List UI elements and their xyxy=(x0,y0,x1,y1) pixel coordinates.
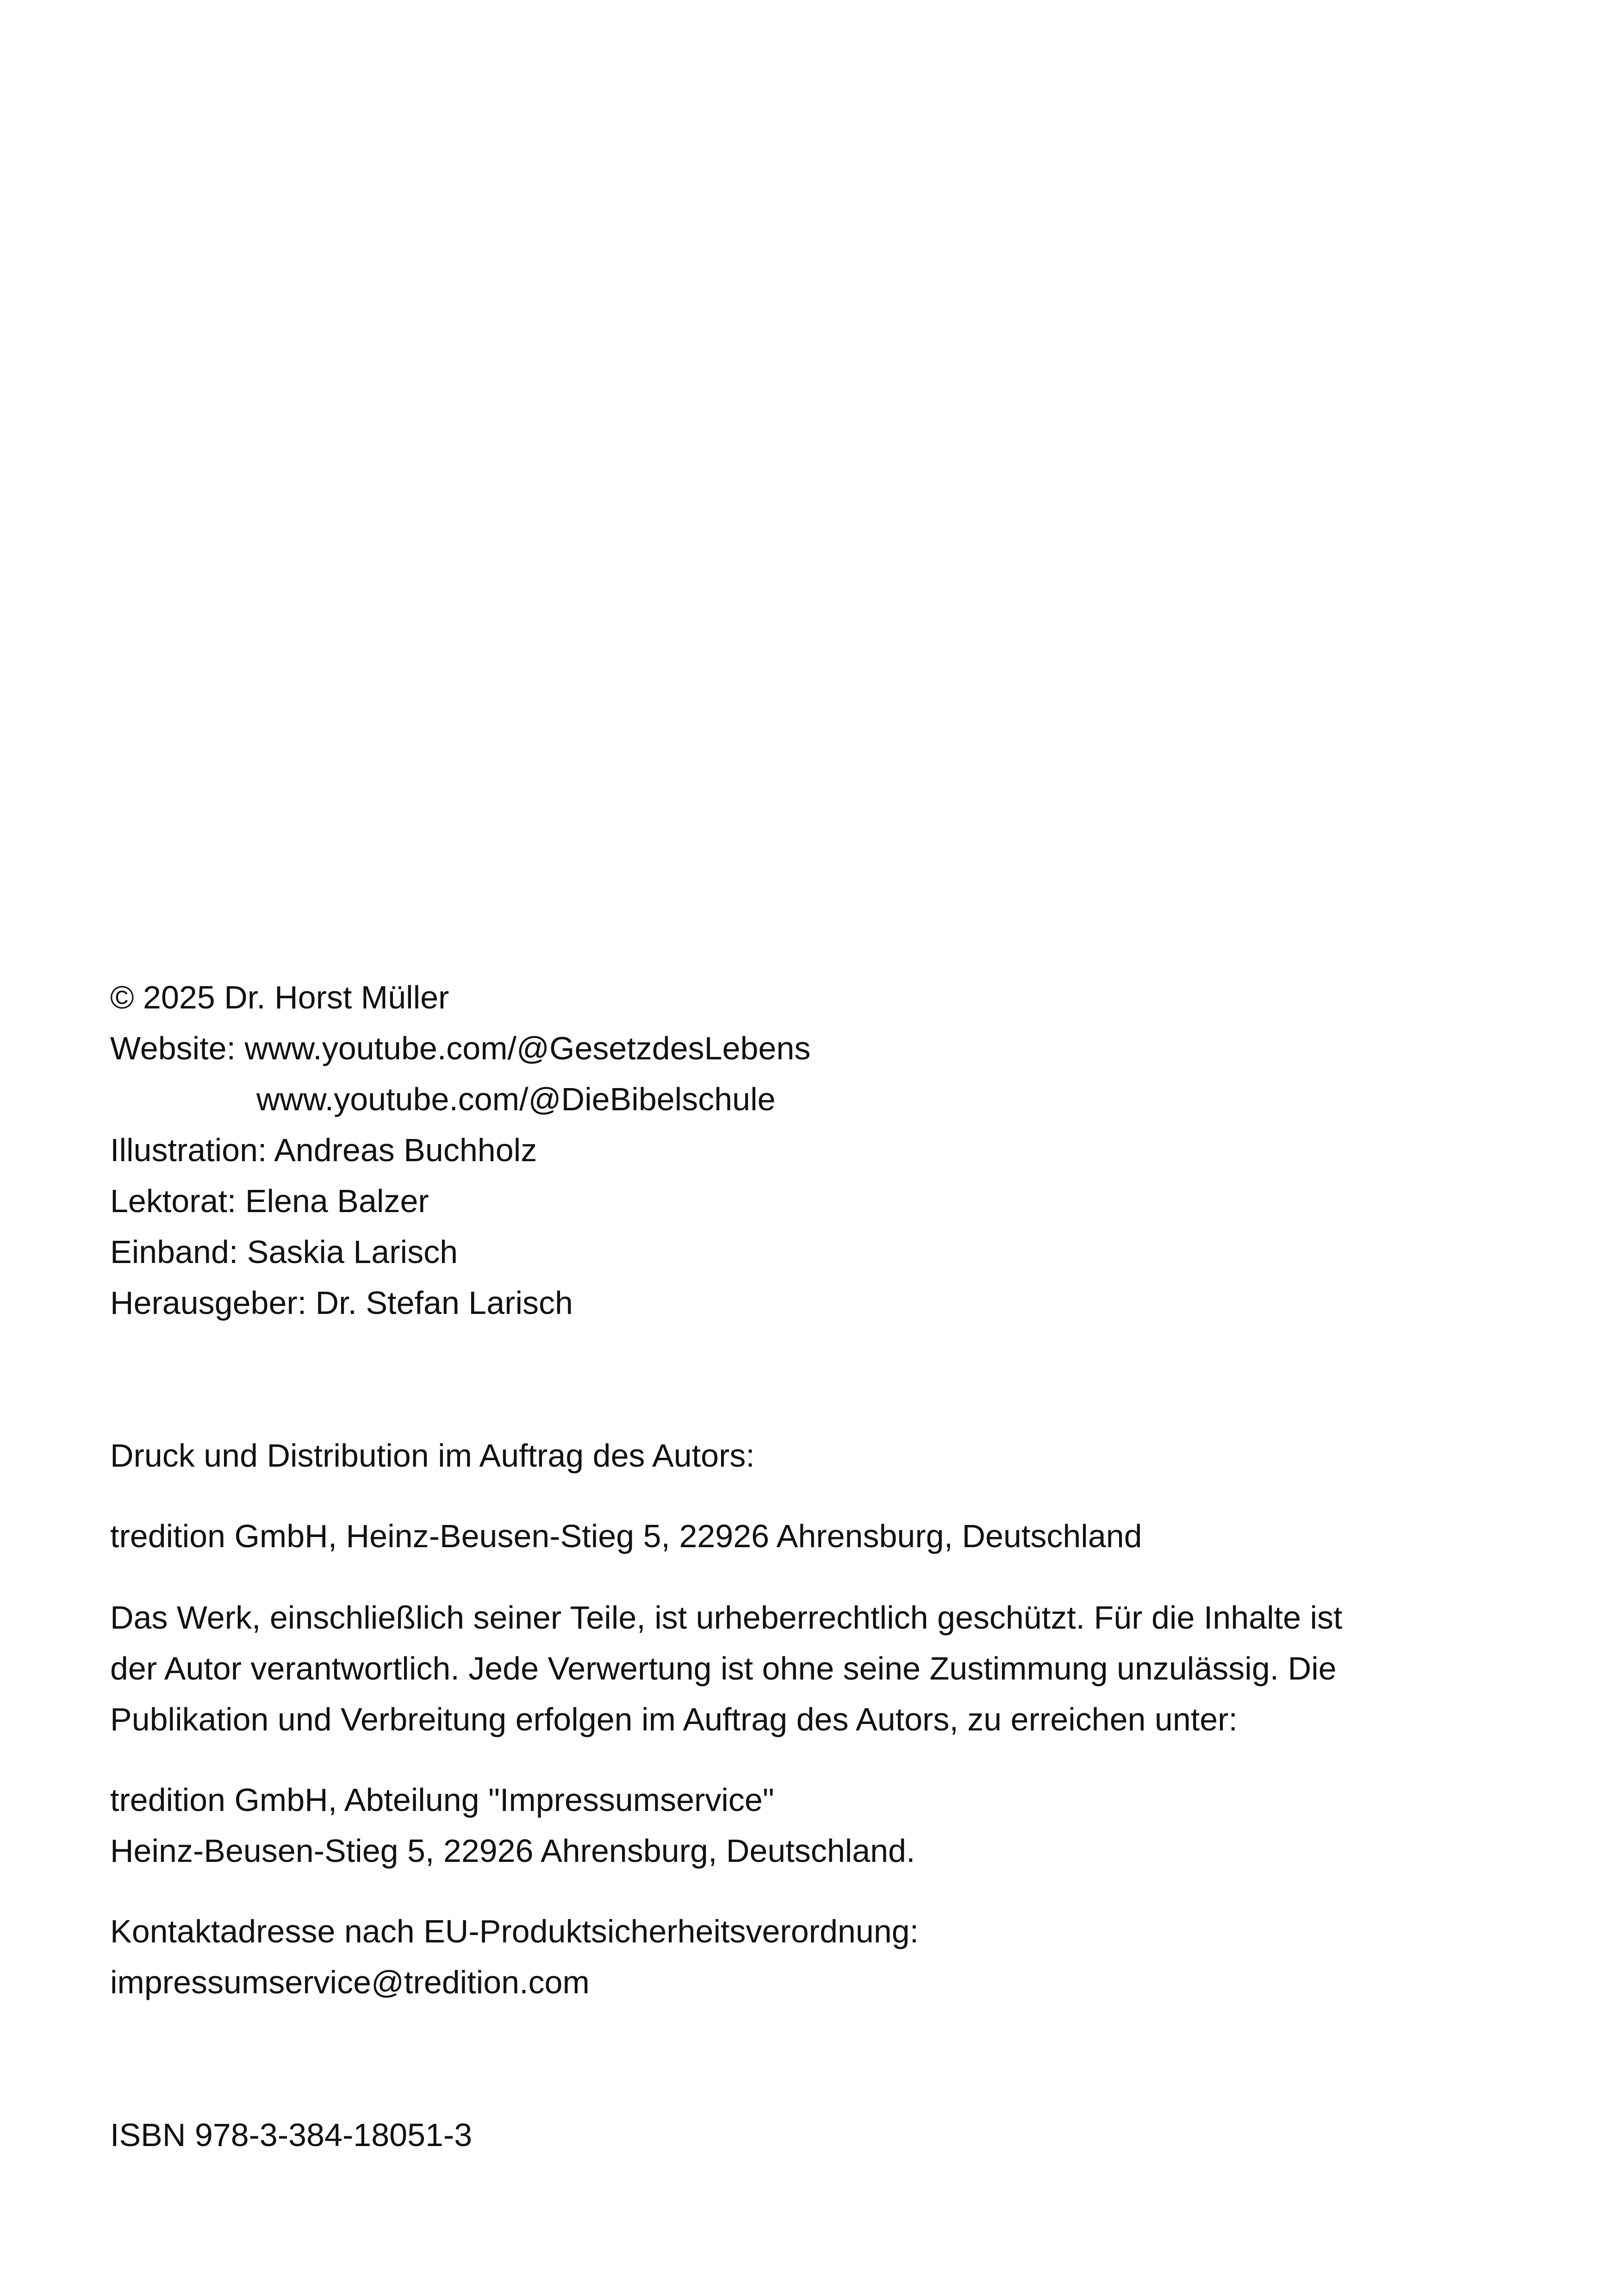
legal-line: der Autor verantwortlich. Jede Verwertung ist ohne seine Zustimmung unzulässig. Die xyxy=(110,1650,1337,1686)
copyright-line: © 2025 Dr. Horst Müller xyxy=(110,979,449,1015)
spacer xyxy=(110,1562,1508,1592)
website-line-2 xyxy=(110,1074,1508,1125)
spacer xyxy=(110,2008,1508,2109)
imprint-block xyxy=(110,972,1508,2160)
contact-email[interactable]: impressumservice@tredition.com xyxy=(110,1964,590,2000)
website-label: Website: xyxy=(110,1030,236,1066)
isbn-number: ISBN 978-3-384-18051-3 xyxy=(110,2117,473,2153)
impressum-line-1: tredition GmbH, Abteilung "Impressumservice" xyxy=(110,1782,774,1818)
distribution-heading: Druck und Distribution im Auftrag des Autors: xyxy=(110,1437,755,1474)
illustration-credit: Illustration: Andreas Buchholz xyxy=(110,1132,537,1168)
spacer xyxy=(110,1328,1508,1430)
spacer xyxy=(110,1481,1508,1511)
contact-heading: Kontaktadresse nach EU-Produktsicherheitsverordnung: xyxy=(110,1913,919,1949)
einband-credit: Einband: Saskia Larisch xyxy=(110,1234,458,1270)
legal-line: Das Werk, einschließlich seiner Teile, ist urheberrechtlich geschützt. Für die Inhalte ist xyxy=(110,1599,1343,1636)
lektorat-credit: Lektorat: Elena Balzer xyxy=(110,1183,429,1219)
website-line-1 xyxy=(110,1023,1508,1074)
legal-paragraph xyxy=(110,1592,1508,1745)
legal-line: Publikation und Verbreitung erfolgen im Auftrag des Autors, zu erreichen unter: xyxy=(110,1701,1238,1737)
distribution-address: tredition GmbH, Heinz-Beusen-Stieg 5, 22926 Ahrensburg, Deutschland xyxy=(110,1518,1142,1554)
herausgeber-credit: Herausgeber: Dr. Stefan Larisch xyxy=(110,1285,573,1321)
impressum-line-2: Heinz-Beusen-Stieg 5, 22926 Ahrensburg, Deutschland. xyxy=(110,1833,915,1869)
website-link-2[interactable]: www.youtube.com/@DieBibelschule xyxy=(256,1081,776,1117)
spacer xyxy=(110,1745,1508,1774)
website-link-1[interactable]: www.youtube.com/@GesetzdesLebens xyxy=(244,1030,811,1066)
spacer xyxy=(110,1876,1508,1906)
